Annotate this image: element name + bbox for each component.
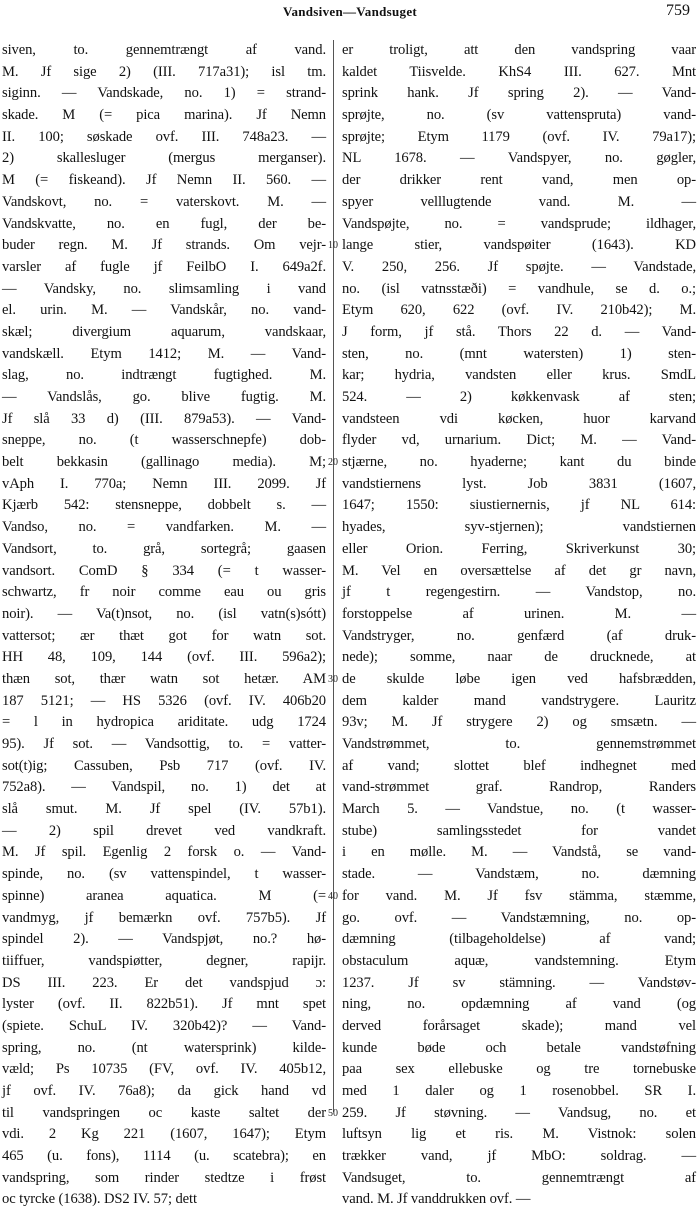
text-line: vandspring, som rinder stedtze i frøst <box>2 1169 326 1186</box>
text-line: 1647; 1550: siustiernernis, jf NL 614: <box>342 497 696 514</box>
text-line: el. urin. M. — Vandskår, no. vand- <box>2 302 326 319</box>
text-line: thæn sot, thær watn sot hetær. AM <box>2 670 326 687</box>
text-line: sprink hank. Jf spring 2). — Vand- <box>342 85 696 102</box>
line-number-marker: 50 <box>328 1108 338 1120</box>
right-column <box>342 40 696 1208</box>
text-line: 2) skallesluger (mergus merganser). <box>2 150 326 167</box>
text-line: jf t regengestirn. — Vandstop, no. <box>342 584 696 601</box>
text-line: 93v; M. Jf strygere 2) og smsætn. — <box>342 714 696 731</box>
text-line: stade. — Vandstæm, no. dæmning <box>342 866 696 883</box>
line-number-marker: 20 <box>328 457 338 469</box>
text-line: M (= fiskeand). Jf Nemn II. 560. — <box>2 172 326 189</box>
text-line: væld; Ps 10735 (FV, ovf. IV. 405b12, <box>2 1061 326 1078</box>
text-line: siginn. — Vandskade, no. 1) = strand- <box>2 85 326 102</box>
text-line: sprøjte; Etym 1179 (ovf. IV. 79a17); <box>342 128 696 145</box>
text-line: NL 1678. — Vandspyer, no. gøgler, <box>342 150 696 167</box>
text-line: sten, no. (mnt watersten) 1) sten- <box>342 345 696 362</box>
text-line: tiiffuer, vandspiøtter, degner, rapijr. <box>2 952 326 969</box>
text-line: Vandsort, to. grå, sortegrå; gaasen <box>2 540 326 557</box>
page-header <box>0 2 700 22</box>
text-line: — 2) spil drevet ved vandkraft. <box>2 822 326 839</box>
text-line: vandskæll. Etym 1412; M. — Vand- <box>2 345 326 362</box>
text-line: 259. Jf støvning. — Vandsug, no. et <box>342 1104 696 1121</box>
text-line: spindel 2). — Vandspjøt, no.? hø- <box>2 931 326 948</box>
text-line: vandstiernens lyst. Job 3831 (1607, <box>342 475 696 492</box>
text-line: er troligt, att den vandspring vaar <box>342 42 696 58</box>
text-line: til vandspringen oc kaste saltet der <box>2 1104 326 1121</box>
text-line: sot(t)ig; Cassuben, Psb 717 (ovf. IV. <box>2 757 326 774</box>
text-line: trækker vand, jf MbO: soldrag. — <box>342 1148 696 1165</box>
text-line: Vandskovt, no. = vaterskovt. M. — <box>2 193 326 210</box>
text-line: M. Vel en oversættelse af det gr navn, <box>342 562 696 579</box>
text-line: jf ovf. IV. 76a8); da gick hand vd <box>2 1083 326 1099</box>
text-line: af vand; slottet blef indhegnet med <box>342 757 696 774</box>
text-line: = l in hydropica ariditate. udg 1724 <box>2 714 326 731</box>
text-line: slå smut. M. Jf spel (IV. 57b1). <box>2 801 326 818</box>
text-line: lange stier, vandspøiter (1643). KD <box>342 237 696 254</box>
text-line: derved forårsaget skade); mand vel <box>342 1017 696 1034</box>
text-line: nede); somme, naar de drucknede, at <box>342 649 696 666</box>
text-line: noir). — Va(t)nsot, no. (isl vatn(s)sótt) <box>2 605 326 622</box>
text-line: vand. M. Jf vanddrukken ovf. — <box>342 1191 531 1208</box>
text-line: J form, jf stå. Thors 22 d. — Vand- <box>342 323 696 340</box>
text-line: Vandso, no. = vandfarken. M. — <box>2 519 326 536</box>
text-line: — Vandslås, go. blive fugtig. M. <box>2 389 326 405</box>
text-line: vandsteen vdi køcken, huor karvand <box>342 410 696 427</box>
text-line: hyades, syv-stjernen); vandstiernen <box>342 519 696 536</box>
text-line: kar; hydria, vandsten eller krus. SmdL <box>342 367 696 384</box>
text-line: (spiete. SchuL IV. 320b42)? — Vand- <box>2 1017 326 1034</box>
text-line: siven, to. gennemtrængt af vand. <box>2 42 326 58</box>
text-line: forstoppelse af urinen. M. — <box>342 605 696 622</box>
text-line: obstaculum aquæ, vandstemning. Etym <box>342 952 696 969</box>
text-line: V. 250, 256. Jf spøjte. — Vandstade, <box>342 258 696 275</box>
text-line: oc tyrcke (1638). DS2 IV. 57; dett <box>2 1191 197 1208</box>
text-line: 1237. Jf sv stämning. — Vandstøv- <box>342 974 696 991</box>
text-line: March 5. — Vandstue, no. (t wasser- <box>342 801 696 818</box>
text-line: belt bekkasin (gallinago media). M; <box>2 454 326 471</box>
text-line: dæmning (tilbageholdelse) af vand; <box>342 931 696 948</box>
text-line: 187 5121; — HS 5326 (ovf. IV. 406b20 <box>2 692 326 709</box>
text-line: ning, no. opdæmning af vand (og <box>342 996 696 1013</box>
text-line: 524. — 2) køkkenvask af sten; <box>342 389 696 405</box>
text-line: stube) samlingsstedet for vandet <box>342 822 696 839</box>
text-line: Etym 620, 622 (ovf. IV. 210b42); M. <box>342 302 696 319</box>
text-line: stjærne, no. hyaderne; kant du binde <box>342 454 696 471</box>
left-column <box>2 40 326 1208</box>
text-line: sprøjte, no. (sv vattensprutа) vand- <box>342 107 696 124</box>
text-line: spinde, no. (sv vattenspindel, t wasser- <box>2 866 326 883</box>
text-line: vandsort. ComD § 334 (= t wasser- <box>2 562 326 579</box>
text-line: schwartz, fr noir comme eau ou gris <box>2 584 326 601</box>
text-line: vAph I. 770a; Nemn III. 2099. Jf <box>2 475 326 492</box>
text-line: Jf slå 33 d) (III. 879a53). — Vand- <box>2 410 326 427</box>
text-line: vandmyg, jf bemærkn ovf. 757b5). Jf <box>2 909 326 926</box>
text-line: eller Orion. Ferring, Skriverkunst 30; <box>342 540 696 557</box>
text-line: kunde bøde och betale vandstøfning <box>342 1039 696 1056</box>
text-line: Vandspøjte, no. = vandsprude; ildhager, <box>342 215 696 232</box>
text-line: sneppe, no. (t wasserschnepfe) dob- <box>2 432 326 449</box>
text-line: flyder vd, urnarium. Dict; M. — Vand- <box>342 432 696 449</box>
text-line: M. Jf sige 2) (III. 717a31); isl tm. <box>2 63 326 80</box>
text-line: Vandskvatte, no. en fugl, der be- <box>2 215 326 232</box>
text-line: skade. M (= pica marina). Jf Nemn <box>2 107 326 124</box>
text-line: Vandstryger, no. genfærd (af druk- <box>342 627 696 644</box>
text-line: skæl; divergium aquarum, vandskaar, <box>2 323 326 340</box>
text-line: dem kalder mand vandstrygere. Lauritz <box>342 692 696 709</box>
text-line: II. 100; søskade ovf. III. 748a23. — <box>2 128 326 145</box>
text-line: lyster (ovf. II. 822b51). Jf mnt spet <box>2 996 326 1013</box>
text-line: for vand. M. Jf fsv stämma, stæmme, <box>342 887 696 904</box>
text-line: vand-strømmet graf. Randrop, Randers <box>342 779 696 796</box>
running-title: Vandsiven—Vandsuget <box>282 4 418 19</box>
text-line: kaldet Tiisvelde. KhS4 III. 627. Mnt <box>342 63 696 80</box>
line-number-gutter <box>324 40 342 1120</box>
text-line: 752a8). — Vandspil, no. 1) det at <box>2 779 326 796</box>
text-line: Kjærb 542: stensneppe, dobbelt s. — <box>2 497 326 514</box>
line-number-marker: 10 <box>328 240 338 252</box>
text-line: HH 48, 109, 144 (ovf. III. 596a2); <box>2 649 326 666</box>
text-line: med 1 daler og 1 rosenobbel. SR I. <box>342 1083 696 1099</box>
line-number-marker: 30 <box>328 674 338 686</box>
text-line: DS III. 223. Er det vandspjud ɔ: <box>2 974 326 991</box>
line-number-marker: 40 <box>328 891 338 903</box>
text-line: 95). Jf sot. — Vandsottig, to. = vatter- <box>2 736 326 752</box>
text-line: vattersot; ær thæt got for watn sot. <box>2 627 326 644</box>
text-line: varsler af fugle jf FeilbO I. 649a2f. <box>2 258 326 275</box>
text-line: buder regn. M. Jf strands. Om vejr- <box>2 237 326 254</box>
text-line: spyer velllugtende vand. M. — <box>342 193 696 210</box>
text-line: de skulde løbe igen ved hafsbrædden, <box>342 670 696 687</box>
text-line: go. ovf. — Vandstæmning, no. op- <box>342 909 696 926</box>
text-line: — Vandsky, no. slimsamling i vand <box>2 280 326 297</box>
text-line: vdi. 2 Kg 221 (1607, 1647); Etym <box>2 1126 326 1143</box>
text-line: Vandsuget, to. gennemtrængt af <box>342 1169 696 1186</box>
text-line: Vandstrømmet, to. gennemstrømmet <box>342 736 696 752</box>
text-line: luftsyn lig et ris. M. Vistnok: solen <box>342 1126 696 1143</box>
text-line: spring, no. (nt watersprink) kilde- <box>2 1039 326 1056</box>
text-line: slag, no. indtrængt fugtighed. M. <box>2 367 326 384</box>
page-number: 759 <box>666 2 690 19</box>
text-line: spinne) aranea aquatica. M (= <box>2 887 326 904</box>
text-line: der drikker rent vand, men op- <box>342 172 696 189</box>
text-line: i en mølle. M. — Vandstå, se vand- <box>342 844 696 861</box>
text-line: paa sex ellebuske og tre tornebuske <box>342 1061 696 1078</box>
text-line: M. Jf spil. Egenlig 2 forsk o. — Vand- <box>2 844 326 861</box>
text-line: 465 (u. fons), 1114 (u. scatebra); en <box>2 1148 326 1165</box>
text-line: no. (isl vatnsstæði) = vandhule, se d. o.; <box>342 280 696 297</box>
